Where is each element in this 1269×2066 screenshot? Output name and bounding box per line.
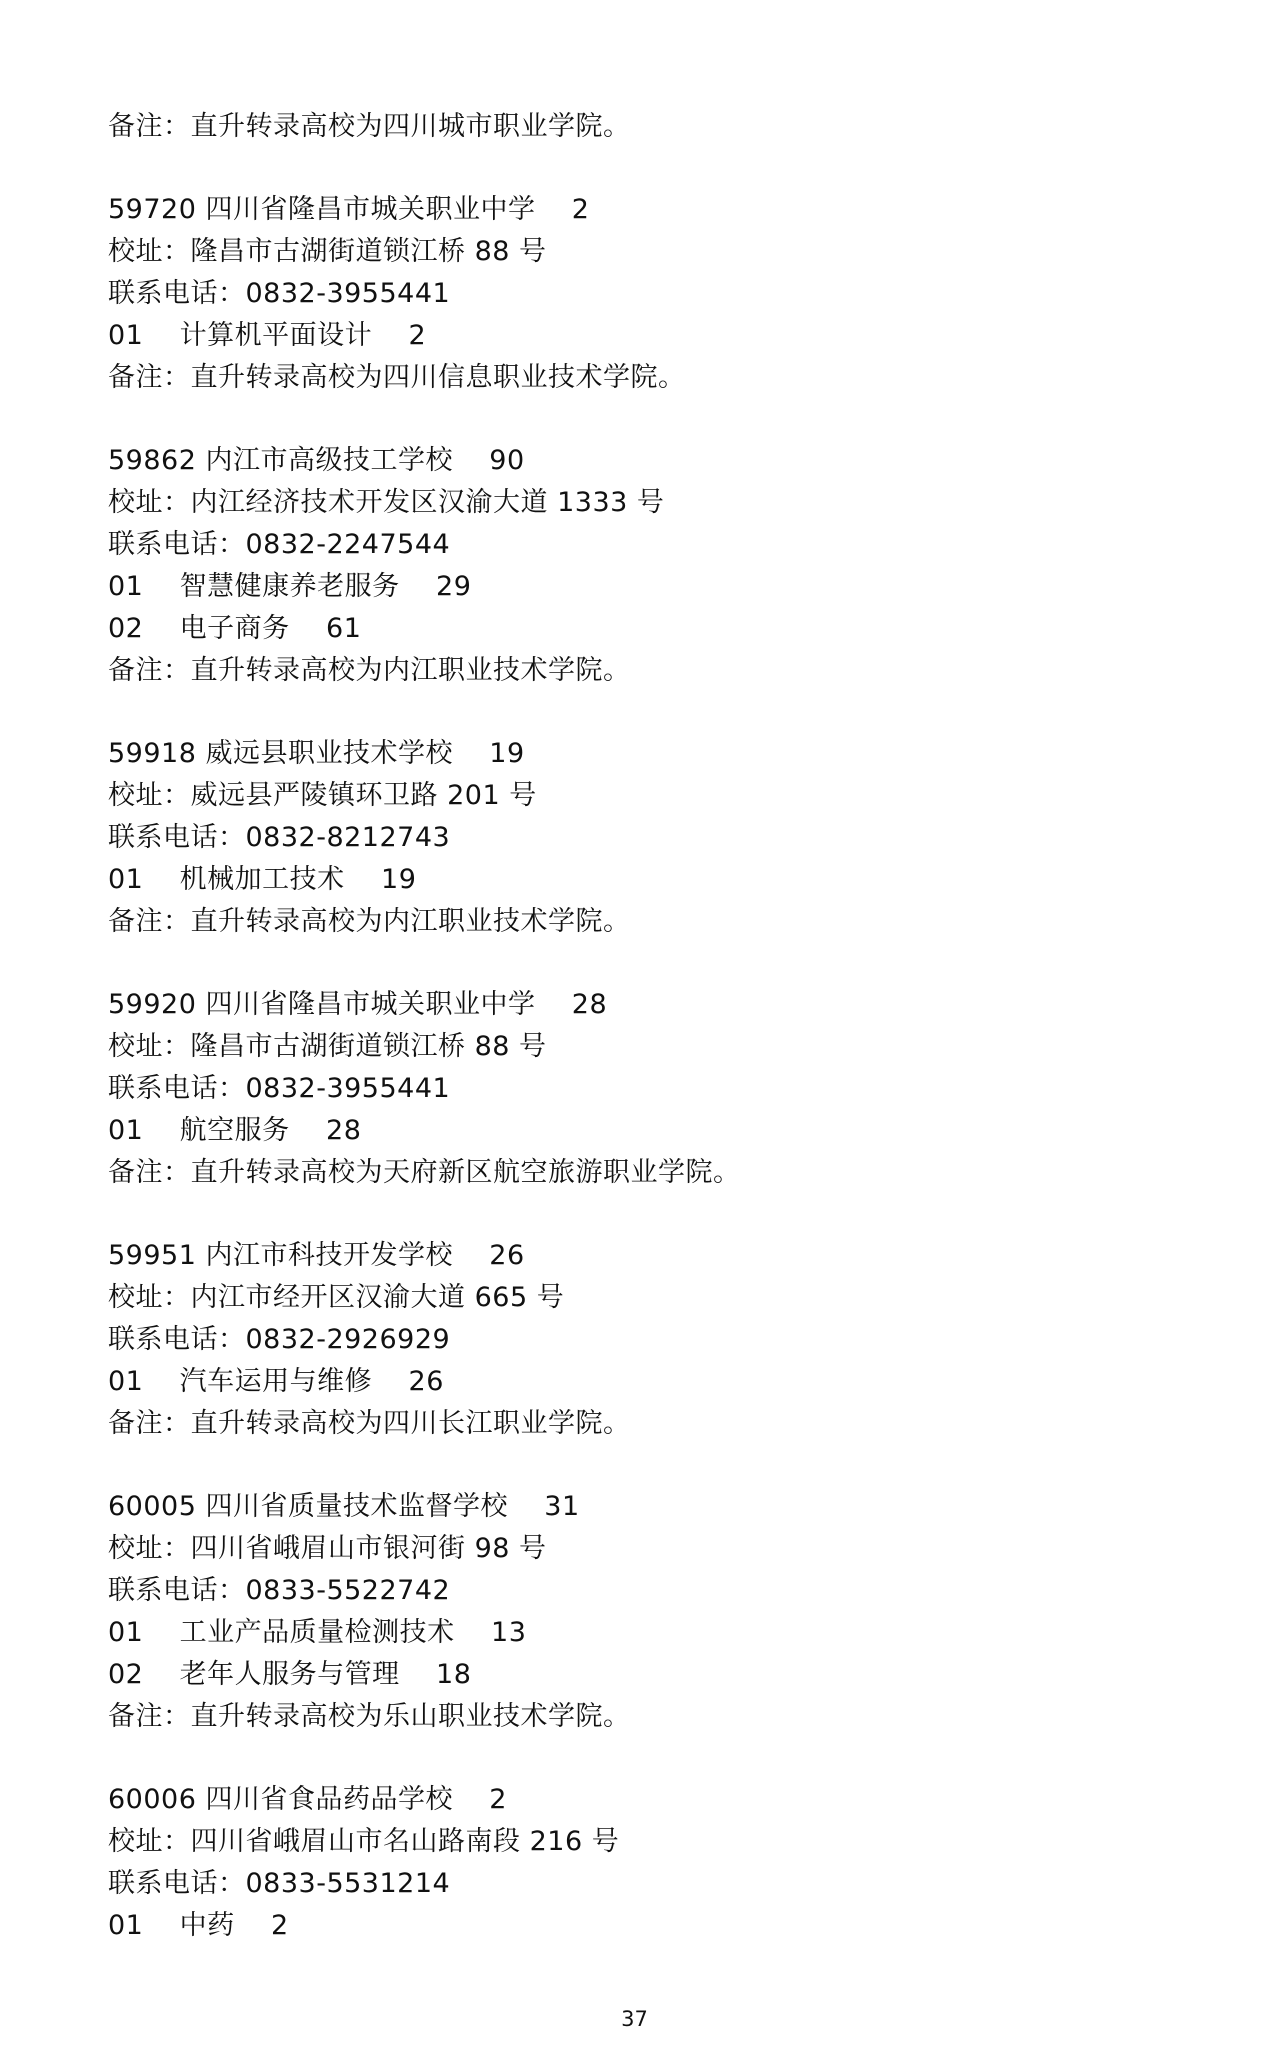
school-header: 59862 内江市高级技工学校 90 [108, 445, 525, 476]
major-item: 02 老年人服务与管理 18 [108, 1659, 472, 1690]
document-page [108, 106, 1188, 1947]
school-phone: 联系电话：0832-3955441 [108, 1073, 451, 1104]
spacer [108, 148, 1188, 189]
school-address: 校址：四川省峨眉山市银河街 98 号 [108, 1533, 547, 1564]
school-phone: 联系电话：0832-2926929 [108, 1324, 451, 1355]
major-item: 01 航空服务 28 [108, 1115, 362, 1146]
school-entry [108, 984, 1188, 1194]
school-header: 59720 四川省隆昌市城关职业中学 2 [108, 194, 590, 225]
major-item: 02 电子商务 61 [108, 613, 362, 644]
school-phone: 联系电话：0833-5531214 [108, 1868, 451, 1899]
school-entry [108, 189, 1188, 399]
school-phone: 联系电话：0833-5522742 [108, 1575, 451, 1606]
school-address: 校址：威远县严陵镇环卫路 201 号 [108, 780, 537, 811]
school-address: 校址：内江经济技术开发区汉渝大道 1333 号 [108, 487, 665, 518]
school-address: 校址：内江市经开区汉渝大道 665 号 [108, 1282, 565, 1313]
school-address: 校址：隆昌市古湖街道锁江桥 88 号 [108, 236, 547, 267]
school-header: 60005 四川省质量技术监督学校 31 [108, 1491, 580, 1522]
major-item: 01 工业产品质量检测技术 13 [108, 1617, 527, 1648]
spacer [108, 1738, 1188, 1779]
lead-note: 备注：直升转录高校为四川城市职业学院。 [108, 111, 631, 142]
school-entry [108, 1486, 1188, 1738]
school-header: 59951 内江市科技开发学校 26 [108, 1240, 525, 1271]
school-note: 备注：直升转录高校为天府新区航空旅游职业学院。 [108, 1157, 741, 1188]
spacer [108, 399, 1188, 440]
spacer [108, 1194, 1188, 1235]
spacer [108, 1445, 1188, 1486]
school-entry [108, 1779, 1188, 1947]
school-note: 备注：直升转录高校为四川长江职业学院。 [108, 1408, 631, 1439]
school-header: 59920 四川省隆昌市城关职业中学 28 [108, 989, 608, 1020]
school-address: 校址：隆昌市古湖街道锁江桥 88 号 [108, 1031, 547, 1062]
school-note: 备注：直升转录高校为内江职业技术学院。 [108, 655, 631, 686]
major-item: 01 计算机平面设计 2 [108, 320, 427, 351]
school-entry [108, 733, 1188, 943]
school-header: 59918 威远县职业技术学校 19 [108, 738, 525, 769]
major-item: 01 中药 2 [108, 1910, 289, 1941]
school-note: 备注：直升转录高校为四川信息职业技术学院。 [108, 362, 686, 393]
school-phone: 联系电话：0832-2247544 [108, 529, 451, 560]
school-phone: 联系电话：0832-3955441 [108, 278, 451, 309]
school-note: 备注：直升转录高校为乐山职业技术学院。 [108, 1701, 631, 1732]
school-header: 60006 四川省食品药品学校 2 [108, 1784, 507, 1815]
school-entry [108, 440, 1188, 692]
spacer [108, 943, 1188, 984]
school-address: 校址：四川省峨眉山市名山路南段 216 号 [108, 1826, 620, 1857]
school-note: 备注：直升转录高校为内江职业技术学院。 [108, 906, 631, 937]
major-item: 01 汽车运用与维修 26 [108, 1366, 444, 1397]
major-item: 01 智慧健康养老服务 29 [108, 571, 472, 602]
major-item: 01 机械加工技术 19 [108, 864, 417, 895]
school-entry [108, 1235, 1188, 1445]
page-number: 37 [621, 2007, 648, 2031]
spacer [108, 692, 1188, 733]
school-phone: 联系电话：0832-8212743 [108, 822, 451, 853]
